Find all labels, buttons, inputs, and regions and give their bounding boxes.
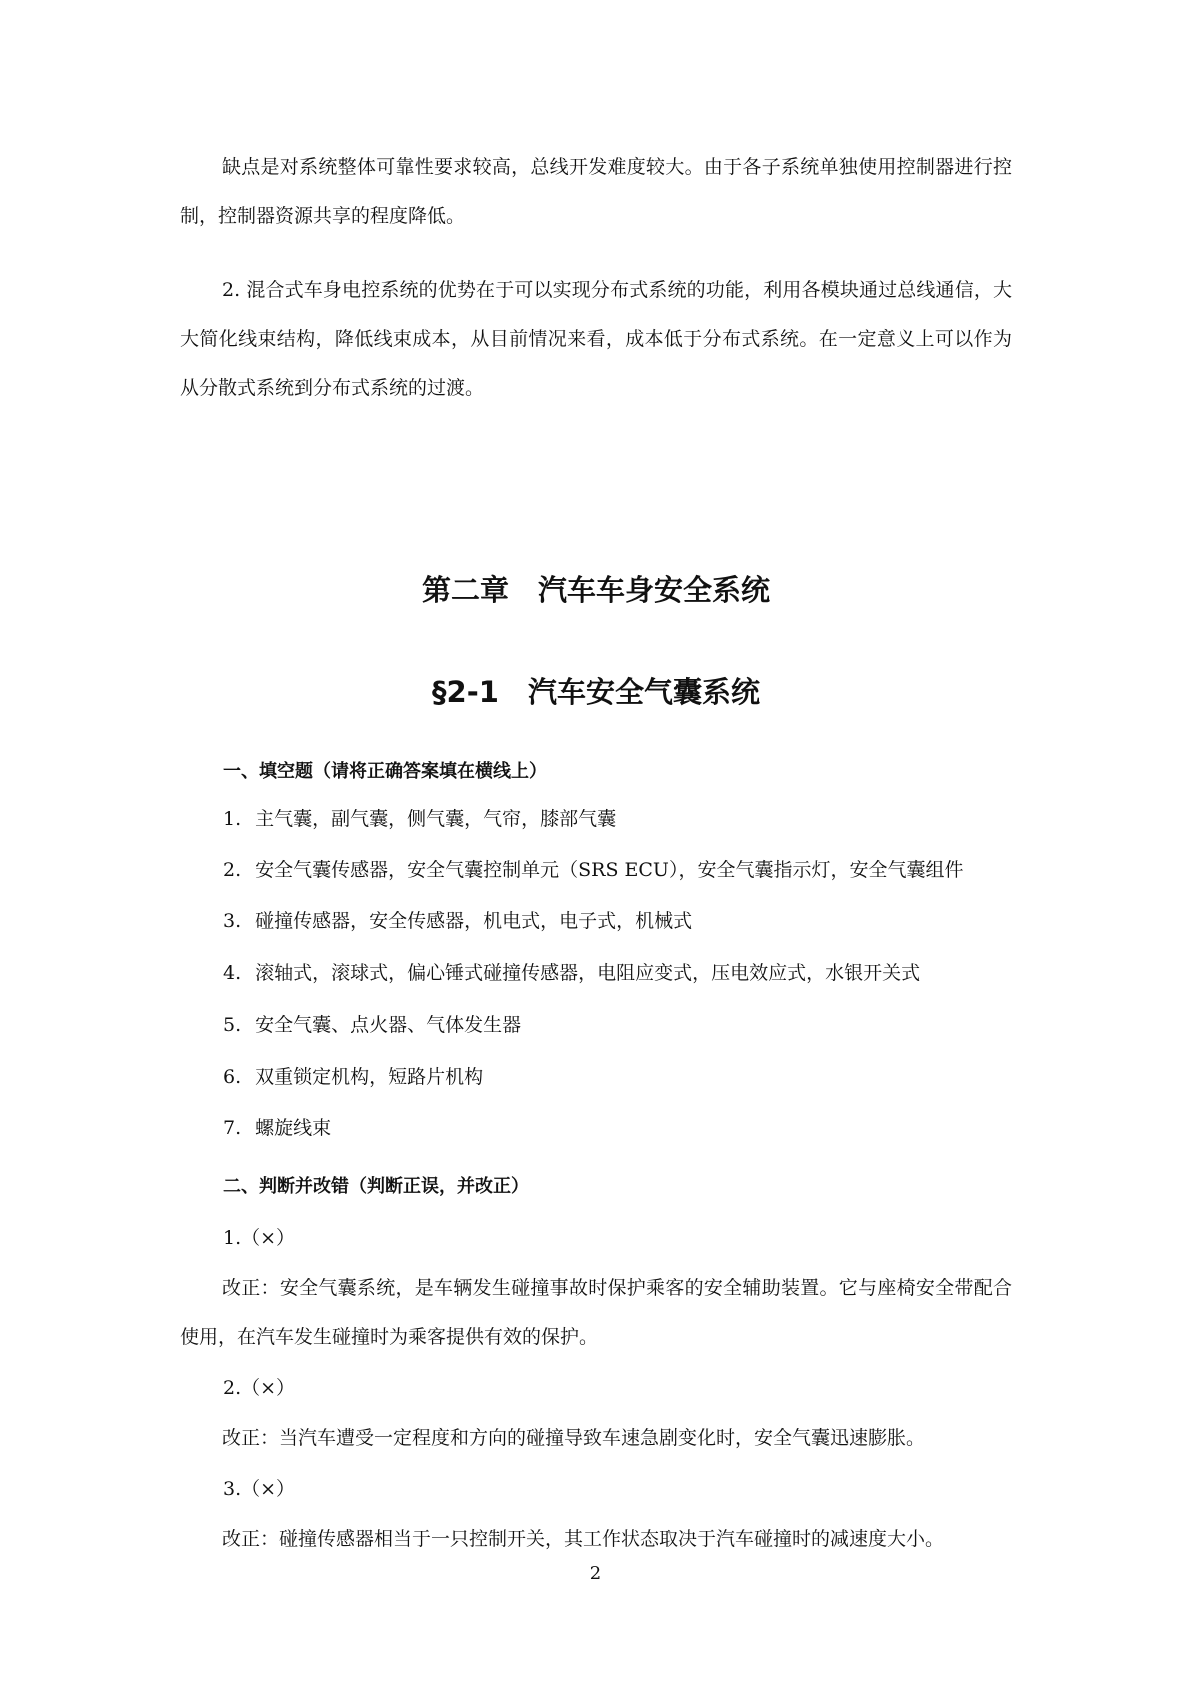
item-text: 滚轴式，滚球式，偏心锤式碰撞传感器，电阻应变式，压电效应式，水银开关式 xyxy=(255,962,921,984)
item-text: 双重锁定机构，短路片机构 xyxy=(255,1066,484,1088)
item-text: 安全气囊、点火器、气体发生器 xyxy=(255,1014,522,1036)
fill-blank-item xyxy=(223,804,616,834)
judge-heading: 二、判断并改错（判断正误，并改正） xyxy=(223,1176,529,1197)
body-paragraph: 2. 混合式车身电控系统的优势在于可以实现分布式系统的功能，利用各模块通过总线通信，大大简化线束结构，降低线束成本，从目前情况来看，成本低于分布式系统。在一定意义上可以作为从分散式系统到分布式系统的过渡。 xyxy=(180,279,1012,399)
fill-blank-item xyxy=(223,958,920,988)
fill-blank-item xyxy=(223,1113,331,1143)
fill-blank-item xyxy=(223,1010,521,1040)
judge-correction: 改正：当汽车遭受一定程度和方向的碰撞导致车速急剧变化时，安全气囊迅速膨胀。 xyxy=(222,1427,926,1449)
item-number: 6. xyxy=(223,1066,242,1088)
fill-blank-item xyxy=(223,906,692,936)
body-paragraph: 缺点是对系统整体可靠性要求较高，总线开发难度较大。由于各子系统单独使用控制器进行控制，控制器资源共享的程度降低。 xyxy=(180,156,1012,227)
section-title: §2-1 汽车安全气囊系统 xyxy=(432,675,760,709)
item-number: 7. xyxy=(223,1117,242,1139)
fill-blank-item xyxy=(223,1062,483,1092)
item-number: 4. xyxy=(223,962,242,984)
fill-blank-heading: 一、填空题（请将正确答案填在横线上） xyxy=(223,761,547,782)
judge-mark: 1.（×） xyxy=(223,1227,296,1249)
item-number: 1. xyxy=(223,808,242,830)
chapter-title: 第二章 汽车车身安全系统 xyxy=(421,573,770,607)
judge-mark: 2.（×） xyxy=(223,1377,296,1399)
fill-blank-item xyxy=(223,855,963,885)
judge-mark: 3.（×） xyxy=(223,1478,296,1500)
item-number: 5. xyxy=(223,1014,242,1036)
item-number: 3. xyxy=(223,910,242,932)
page-number: 2 xyxy=(589,1563,602,1584)
item-text: 螺旋线束 xyxy=(255,1117,332,1139)
item-number: 2. xyxy=(223,859,242,881)
judge-correction: 改正：安全气囊系统，是车辆发生碰撞事故时保护乘客的安全辅助装置。它与座椅安全带配合使用，在汽车发生碰撞时为乘客提供有效的保护。 xyxy=(180,1277,1012,1348)
item-text: 安全气囊传感器，安全气囊控制单元（SRS ECU），安全气囊指示灯，安全气囊组件 xyxy=(255,859,964,881)
judge-correction: 改正：碰撞传感器相当于一只控制开关，其工作状态取决于汽车碰撞时的减速度大小。 xyxy=(222,1528,945,1550)
item-text: 碰撞传感器，安全传感器，机电式，电子式，机械式 xyxy=(255,910,693,932)
item-text: 主气囊，副气囊，侧气囊，气帘，膝部气囊 xyxy=(255,808,617,830)
